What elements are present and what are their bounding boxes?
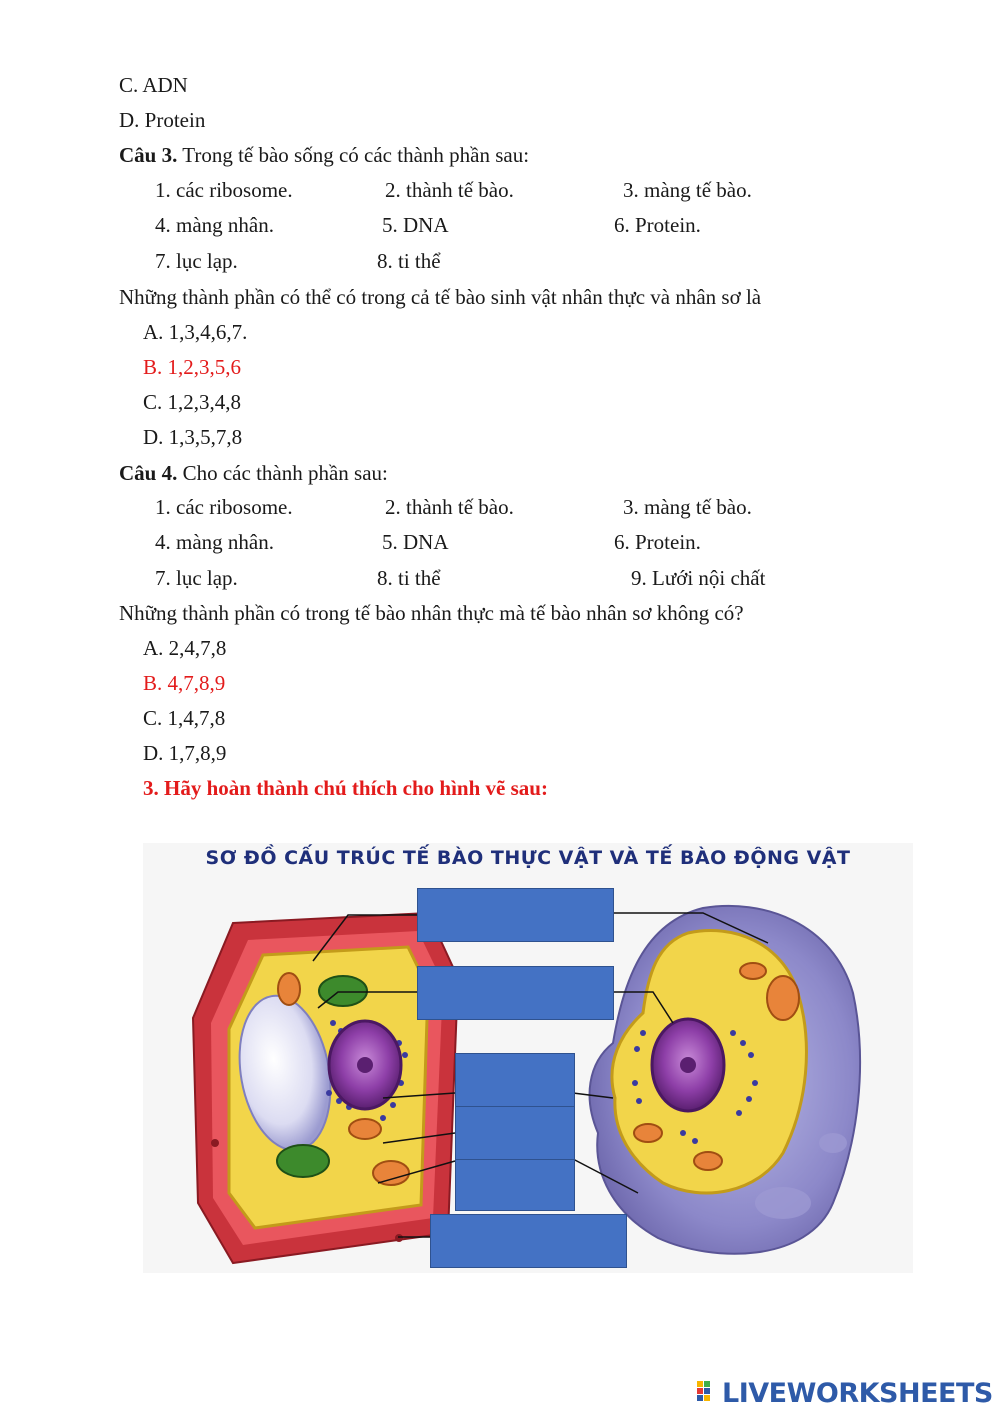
q3-option-b[interactable]: B. 1,2,3,5,6: [143, 355, 242, 379]
footer-brand[interactable]: LIVEWORKSHEETS: [722, 1378, 993, 1409]
q2-option-c: C. ADN: [119, 73, 188, 97]
q3-item-5: 5. DNA: [382, 213, 449, 237]
q4-item-3: 3. màng tế bào.: [623, 495, 752, 519]
q3-text: Trong tế bào sống có các thành phần sau:: [177, 143, 530, 167]
q4-option-c[interactable]: C. 1,4,7,8: [143, 706, 226, 730]
q3-item-4: 4. màng nhân.: [155, 213, 274, 237]
q4-label: Câu 4.: [119, 461, 178, 485]
q4-option-d[interactable]: D. 1,7,8,9: [143, 741, 227, 765]
label-box-3[interactable]: [455, 1053, 575, 1107]
liveworksheets-logo-icon: [697, 1381, 719, 1403]
label-box-6[interactable]: [430, 1214, 627, 1268]
q4-option-a[interactable]: A. 2,4,7,8: [143, 636, 227, 660]
q3-item-1: 1. các ribosome.: [155, 178, 293, 202]
q3-label: Câu 3.: [119, 143, 178, 167]
q4-question: Những thành phần có trong tế bào nhân thực mà tế bào nhân sơ không có?: [119, 601, 744, 625]
q3-item-6: 6. Protein.: [614, 213, 701, 237]
q4-item-1: 1. các ribosome.: [155, 495, 293, 519]
q4-item-6: 6. Protein.: [614, 530, 701, 554]
q3-item-2: 2. thành tế bào.: [385, 178, 514, 202]
q4-item-7: 7. lục lạp.: [155, 566, 238, 590]
section-3-heading: 3. Hãy hoàn thành chú thích cho hình vẽ sau:: [143, 776, 548, 800]
q3-option-c[interactable]: C. 1,2,3,4,8: [143, 390, 242, 414]
q3-heading: [119, 142, 529, 168]
label-box-5[interactable]: [455, 1159, 575, 1211]
q3-question: Những thành phần có thể có trong cả tế bào sinh vật nhân thực và nhân sơ là: [119, 285, 762, 309]
q4-option-b[interactable]: B. 4,7,8,9: [143, 671, 226, 695]
q3-option-a[interactable]: A. 1,3,4,6,7.: [143, 320, 248, 344]
q3-option-d[interactable]: D. 1,3,5,7,8: [143, 425, 243, 449]
cell-diagram: [143, 843, 913, 1273]
label-box-2[interactable]: [417, 966, 614, 1020]
q3-item-8: 8. ti thể: [377, 249, 441, 273]
q4-text: Cho các thành phần sau:: [177, 461, 388, 485]
figure-title: SƠ ĐỒ CẤU TRÚC TẾ BÀO THỰC VẬT VÀ TẾ BÀO ĐỘNG VẬT: [205, 847, 851, 869]
q4-heading: [119, 460, 388, 486]
q4-item-8: 8. ti thể: [377, 566, 441, 590]
label-box-1[interactable]: [417, 888, 614, 942]
q3-item-3: 3. màng tế bào.: [623, 178, 752, 202]
q4-item-4: 4. màng nhân.: [155, 530, 274, 554]
q4-item-9: 9. Lưới nội chất: [631, 566, 766, 590]
animal-cell: [590, 906, 860, 1254]
q4-item-2: 2. thành tế bào.: [385, 495, 514, 519]
q4-item-5: 5. DNA: [382, 530, 449, 554]
q2-option-d: D. Protein: [119, 108, 206, 132]
q3-item-7: 7. lục lạp.: [155, 249, 238, 273]
label-box-4[interactable]: [455, 1106, 575, 1160]
